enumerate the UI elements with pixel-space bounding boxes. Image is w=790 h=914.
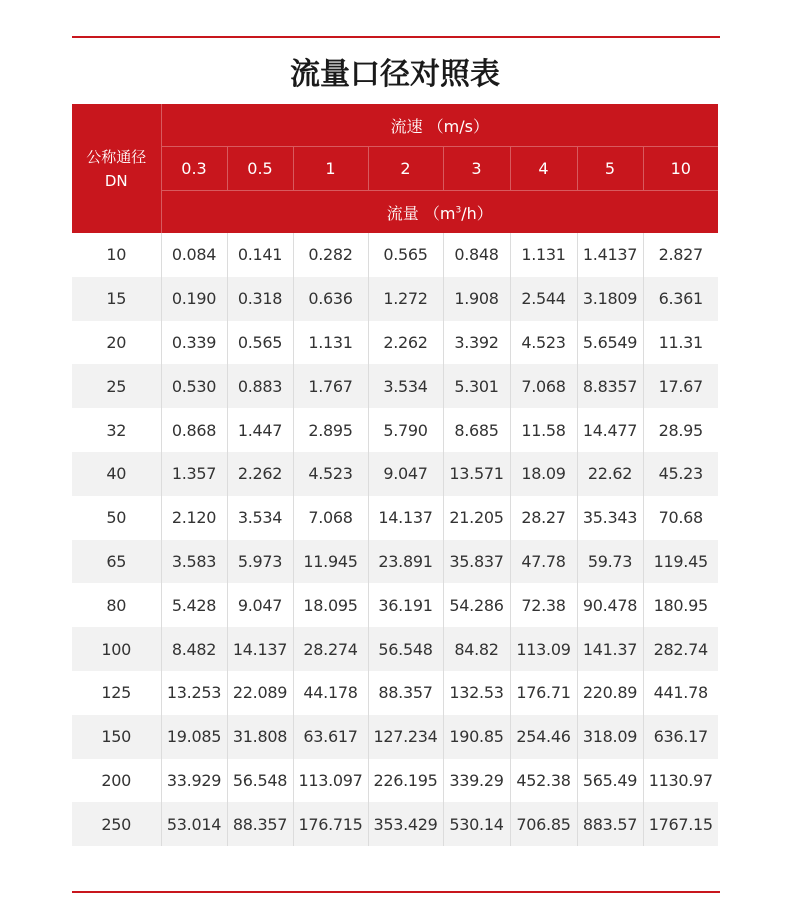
flow-value-cell: 70.68 [643,496,718,540]
flow-value-cell: 88.357 [227,802,293,846]
flow-value-cell: 0.084 [161,233,227,277]
flow-value-cell: 88.357 [368,671,443,715]
flow-value-cell: 2.544 [510,277,577,321]
flow-value-cell: 14.137 [368,496,443,540]
flow-value-cell: 141.37 [577,627,643,671]
dn-cell: 40 [72,452,161,496]
flow-value-cell: 11.58 [510,408,577,452]
bottom-divider [72,891,720,893]
flow-value-cell: 28.95 [643,408,718,452]
speed-value-header: 1 [293,147,368,191]
table-row [72,321,718,365]
dn-cell: 150 [72,715,161,759]
flow-value-cell: 90.478 [577,583,643,627]
speed-value-header: 3 [443,147,510,191]
table-row [72,277,718,321]
flow-value-cell: 22.62 [577,452,643,496]
speed-values-row [72,147,718,191]
dn-header [72,104,161,233]
flow-value-cell: 113.09 [510,627,577,671]
dn-cell: 250 [72,802,161,846]
flow-value-cell: 11.31 [643,321,718,365]
flow-value-cell: 1.272 [368,277,443,321]
speed-value-header: 2 [368,147,443,191]
flow-value-cell: 72.38 [510,583,577,627]
flow-value-cell: 23.891 [368,540,443,584]
flow-value-cell: 339.29 [443,759,510,803]
flow-value-cell: 1.908 [443,277,510,321]
flow-value-cell: 282.74 [643,627,718,671]
flow-value-cell: 3.583 [161,540,227,584]
dn-cell: 20 [72,321,161,365]
flow-value-cell: 220.89 [577,671,643,715]
flow-value-cell: 5.790 [368,408,443,452]
flow-header [161,191,718,234]
dn-cell: 80 [72,583,161,627]
flow-value-cell: 8.482 [161,627,227,671]
flow-value-cell: 1.357 [161,452,227,496]
flow-value-cell: 53.014 [161,802,227,846]
dn-cell: 50 [72,496,161,540]
flow-value-cell: 0.282 [293,233,368,277]
flow-value-cell: 132.53 [443,671,510,715]
top-divider [72,36,720,38]
flow-value-cell: 36.191 [368,583,443,627]
speed-value-header: 4 [510,147,577,191]
flow-value-cell: 44.178 [293,671,368,715]
page-title: 流量口径对照表 [290,57,500,92]
dn-header-line1: 公称通径 [86,147,147,166]
flow-header-sup: 3 [455,205,462,216]
flow-value-cell: 636.17 [643,715,718,759]
flow-value-cell: 0.318 [227,277,293,321]
flow-value-cell: 0.190 [161,277,227,321]
flow-value-cell: 18.09 [510,452,577,496]
flow-value-cell: 9.047 [368,452,443,496]
flow-value-cell: 9.047 [227,583,293,627]
flow-value-cell: 318.09 [577,715,643,759]
flow-value-cell: 565.49 [577,759,643,803]
dn-header-line2: DN [104,171,128,190]
flow-value-cell: 0.141 [227,233,293,277]
flow-value-cell: 84.82 [443,627,510,671]
flow-value-cell: 4.523 [293,452,368,496]
flow-value-cell: 3.1809 [577,277,643,321]
flow-value-cell: 0.339 [161,321,227,365]
speed-value-header: 5 [577,147,643,191]
flow-value-cell: 17.67 [643,364,718,408]
table-row [72,452,718,496]
flow-value-cell: 47.78 [510,540,577,584]
flow-value-cell: 530.14 [443,802,510,846]
table-row [72,583,718,627]
flow-value-cell: 28.274 [293,627,368,671]
flow-value-cell: 0.565 [227,321,293,365]
flow-value-cell: 8.685 [443,408,510,452]
dn-cell: 10 [72,233,161,277]
speed-header: 流速 （m/s） [161,104,718,147]
speed-value-header: 0.5 [227,147,293,191]
flow-value-cell: 21.205 [443,496,510,540]
flow-value-cell: 1.131 [510,233,577,277]
flow-value-cell: 63.617 [293,715,368,759]
flow-value-cell: 1.767 [293,364,368,408]
dn-cell: 25 [72,364,161,408]
dn-cell: 65 [72,540,161,584]
flow-value-cell: 3.534 [368,364,443,408]
flow-value-cell: 54.286 [443,583,510,627]
flow-value-cell: 14.137 [227,627,293,671]
table-row [72,364,718,408]
flow-value-cell: 0.883 [227,364,293,408]
flow-value-cell: 7.068 [510,364,577,408]
flow-value-cell: 3.392 [443,321,510,365]
flow-value-cell: 11.945 [293,540,368,584]
flow-value-cell: 19.085 [161,715,227,759]
table-row [72,540,718,584]
flow-value-cell: 1.4137 [577,233,643,277]
flow-value-cell: 6.361 [643,277,718,321]
flow-value-cell: 2.895 [293,408,368,452]
flow-value-cell: 35.343 [577,496,643,540]
flow-value-cell: 5.973 [227,540,293,584]
table-body [72,233,718,846]
flow-value-cell: 180.95 [643,583,718,627]
flow-value-cell: 5.428 [161,583,227,627]
speed-value-header: 0.3 [161,147,227,191]
flow-value-cell: 176.715 [293,802,368,846]
dn-cell: 32 [72,408,161,452]
speed-value-header: 10 [643,147,718,191]
flow-value-cell: 5.301 [443,364,510,408]
flow-value-cell: 1767.15 [643,802,718,846]
flow-value-cell: 113.097 [293,759,368,803]
flow-diameter-table [72,104,718,846]
flow-value-cell: 0.868 [161,408,227,452]
flow-value-cell: 33.929 [161,759,227,803]
table-row [72,627,718,671]
flow-value-cell: 1.131 [293,321,368,365]
dn-cell: 15 [72,277,161,321]
flow-value-cell: 353.429 [368,802,443,846]
flow-value-cell: 7.068 [293,496,368,540]
flow-value-cell: 56.548 [368,627,443,671]
flow-value-cell: 14.477 [577,408,643,452]
flow-value-cell: 127.234 [368,715,443,759]
flow-header-prefix: 流量 （m [386,203,456,223]
flow-value-cell: 28.27 [510,496,577,540]
flow-value-cell: 1130.97 [643,759,718,803]
table-row [72,759,718,803]
flow-value-cell: 8.8357 [577,364,643,408]
dn-cell: 100 [72,627,161,671]
flow-value-cell: 5.6549 [577,321,643,365]
flow-value-cell: 3.534 [227,496,293,540]
flow-value-cell: 1.447 [227,408,293,452]
flow-value-cell: 2.262 [368,321,443,365]
table-row [72,802,718,846]
flow-value-cell: 2.262 [227,452,293,496]
flow-value-cell: 452.38 [510,759,577,803]
flow-value-cell: 119.45 [643,540,718,584]
dn-cell: 200 [72,759,161,803]
flow-value-cell: 0.565 [368,233,443,277]
table-row [72,715,718,759]
flow-value-cell: 4.523 [510,321,577,365]
flow-value-cell: 59.73 [577,540,643,584]
flow-value-cell: 226.195 [368,759,443,803]
table-row [72,233,718,277]
flow-value-cell: 2.120 [161,496,227,540]
flow-value-cell: 13.571 [443,452,510,496]
flow-value-cell: 35.837 [443,540,510,584]
flow-value-cell: 18.095 [293,583,368,627]
flow-value-cell: 45.23 [643,452,718,496]
flow-value-cell: 2.827 [643,233,718,277]
table-row [72,671,718,715]
flow-value-cell: 706.85 [510,802,577,846]
flow-value-cell: 56.548 [227,759,293,803]
flow-value-cell: 0.848 [443,233,510,277]
flow-value-cell: 31.808 [227,715,293,759]
flow-value-cell: 176.71 [510,671,577,715]
flow-value-cell: 22.089 [227,671,293,715]
table-row [72,408,718,452]
flow-header-suffix: /h） [461,203,493,223]
flow-value-cell: 254.46 [510,715,577,759]
flow-value-cell: 190.85 [443,715,510,759]
flow-value-cell: 0.530 [161,364,227,408]
flow-value-cell: 441.78 [643,671,718,715]
flow-value-cell: 0.636 [293,277,368,321]
table-row [72,496,718,540]
dn-cell: 125 [72,671,161,715]
flow-value-cell: 883.57 [577,802,643,846]
flow-value-cell: 13.253 [161,671,227,715]
